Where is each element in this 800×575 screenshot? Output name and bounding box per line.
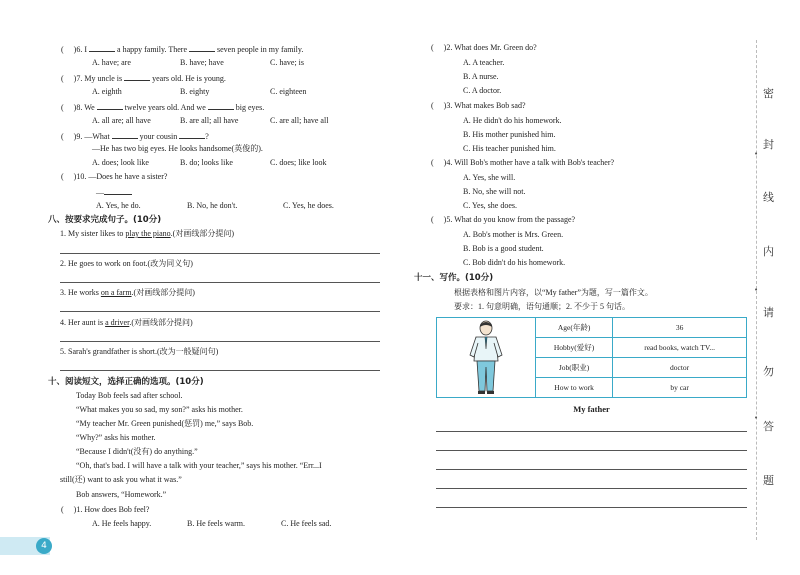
r-q1-option-a: A. He feels happy. bbox=[92, 519, 152, 528]
q10-reply-line: — bbox=[96, 186, 132, 198]
section-10-title: 十、阅读短文，选择正确的选项。(10分) bbox=[48, 377, 204, 387]
r-q4-option-a: A. Yes, she will. bbox=[463, 173, 516, 182]
r-q3-option-a: A. He didn't do his homework. bbox=[463, 116, 562, 125]
passage-line: “Because I didn't(没有) do anything.” bbox=[76, 447, 198, 456]
father-illustration bbox=[437, 318, 536, 398]
s8-item-4: 4. Her aunt is a driver.(对画线部分提问) bbox=[60, 318, 193, 327]
q7: ( )7. My uncle is years old. He is young. bbox=[61, 74, 226, 83]
margin-dot: • bbox=[754, 414, 759, 422]
r-q5-option-c: C. Bob didn't do his homework. bbox=[463, 258, 566, 267]
margin-dot: • bbox=[754, 150, 759, 158]
r-q4-option-c: C. Yes, she does. bbox=[463, 201, 518, 210]
r-q5-option-a: A. Bob's mother is Mrs. Green. bbox=[463, 230, 564, 239]
passage-line: Today Bob feels sad after school. bbox=[76, 391, 183, 400]
section-11-title: 十一、写作。(10分) bbox=[414, 273, 494, 283]
r-q3-option-c: C. His teacher punished him. bbox=[463, 144, 556, 153]
q7-option-a: A. eighth bbox=[92, 87, 122, 96]
q6: ( )6. I a happy family. There seven people in my family. bbox=[61, 45, 304, 54]
passage-line: “Oh, that's bad. I will have a talk with your teacher,” says his mother. “Err...I bbox=[76, 461, 322, 470]
passage-line: still(还) want to ask you what it was.” bbox=[60, 475, 182, 484]
q9: ( )9. —What your cousin ? bbox=[61, 132, 209, 141]
answer-line[interactable] bbox=[60, 370, 380, 371]
q9-option-c: C. does; like look bbox=[270, 158, 327, 167]
q6-option-c: C. have; is bbox=[270, 58, 304, 67]
r-q2-option-c: C. A doctor. bbox=[463, 86, 502, 95]
s8-item-5: 5. Sarah's grandfather is short.(改为一般疑问句) bbox=[60, 347, 219, 356]
q10-option-b: B. No, he don't. bbox=[187, 201, 238, 210]
table-value: doctor bbox=[613, 358, 747, 378]
table-label: Job(职业) bbox=[536, 358, 613, 378]
table-label: Hobby(爱好) bbox=[536, 338, 613, 358]
margin-char: 密 bbox=[763, 87, 774, 100]
q7-option-c: C. eighteen bbox=[270, 87, 307, 96]
table-value: read books, watch TV... bbox=[613, 338, 747, 358]
writing-requirements: 要求：1. 句意明确，语句通顺；2. 不少于 5 句话。 bbox=[454, 302, 630, 311]
info-table bbox=[436, 317, 747, 398]
essay-line[interactable] bbox=[436, 488, 747, 489]
passage-line: “My teacher Mr. Green punished(惩罚) me,” says Bob. bbox=[76, 419, 254, 428]
essay-line[interactable] bbox=[436, 450, 747, 451]
s8-item-3: 3. He works on a farm.(对画线部分提问) bbox=[60, 288, 195, 297]
margin-char: 线 bbox=[763, 191, 774, 204]
essay-line[interactable] bbox=[436, 431, 747, 432]
answer-line[interactable] bbox=[60, 253, 380, 254]
man-figure-icon bbox=[466, 319, 506, 395]
r-q1-option-b: B. He feels warm. bbox=[187, 519, 245, 528]
q9-option-a: A. does; look like bbox=[92, 158, 149, 167]
margin-char: 请 bbox=[763, 306, 774, 319]
r-q4: ( )4. Will Bob's mother have a talk with Bob's teacher? bbox=[431, 158, 615, 167]
passage-line: “What makes you so sad, my son?” asks his mother. bbox=[76, 405, 243, 414]
q9-answer-line: —He has two big eyes. He looks handsome(英俊的). bbox=[92, 144, 263, 153]
q6-option-a: A. have; are bbox=[92, 58, 131, 67]
answer-line[interactable] bbox=[60, 282, 380, 283]
answer-line[interactable] bbox=[60, 341, 380, 342]
margin-char: 封 bbox=[763, 138, 774, 151]
r-q2-option-a: A. A teacher. bbox=[463, 58, 505, 67]
q8: ( )8. We twelve years old. And we big eyes. bbox=[61, 103, 265, 112]
q9-option-b: B. do; looks like bbox=[180, 158, 233, 167]
q7-option-b: B. eighty bbox=[180, 87, 210, 96]
q10: ( )10. —Does he have a sister? bbox=[61, 172, 168, 181]
passage-line: Bob answers, “Homework.” bbox=[76, 490, 167, 499]
margin-char: 勿 bbox=[763, 365, 774, 378]
margin-char: 题 bbox=[763, 474, 774, 487]
q10-option-c: C. Yes, he does. bbox=[283, 201, 334, 210]
r-q2-option-b: B. A nurse. bbox=[463, 72, 499, 81]
s8-item-1: 1. My sister likes to play the piano.(对画线部分提问) bbox=[60, 229, 234, 238]
margin-char: 内 bbox=[763, 245, 774, 258]
essay-line[interactable] bbox=[436, 507, 747, 508]
r-q1: ( )1. How does Bob feel? bbox=[61, 505, 150, 514]
writing-instruction: 根据表格和图片内容，以“My father”为题，写一篇作文。 bbox=[454, 288, 653, 297]
section-8-title: 八、按要求完成句子。(10分) bbox=[48, 215, 162, 225]
q8-option-a: A. all are; all have bbox=[92, 116, 151, 125]
q8-option-b: B. are all; all have bbox=[180, 116, 239, 125]
r-q3: ( )3. What makes Bob sad? bbox=[431, 101, 526, 110]
r-q5-option-b: B. Bob is a good student. bbox=[463, 244, 544, 253]
passage-line: “Why?” asks his mother. bbox=[76, 433, 156, 442]
margin-char: 答 bbox=[763, 420, 774, 433]
margin-dot: • bbox=[754, 286, 759, 294]
s8-item-2: 2. He goes to work on foot.(改为同义句) bbox=[60, 259, 193, 268]
page-number: 4 bbox=[36, 538, 52, 554]
essay-line[interactable] bbox=[436, 469, 747, 470]
q10-option-a: A. Yes, he do. bbox=[96, 201, 141, 210]
table-value: by car bbox=[613, 378, 747, 398]
r-q1-option-c: C. He feels sad. bbox=[281, 519, 332, 528]
q6-option-b: B. have; have bbox=[180, 58, 224, 67]
essay-title: My father bbox=[573, 404, 610, 414]
r-q2: ( )2. What does Mr. Green do? bbox=[431, 43, 537, 52]
q8-option-c: C. are all; have all bbox=[270, 116, 329, 125]
table-label: How to work bbox=[536, 378, 613, 398]
r-q3-option-b: B. His mother punished him. bbox=[463, 130, 556, 139]
r-q5: ( )5. What do you know from the passage? bbox=[431, 215, 576, 224]
table-value: 36 bbox=[613, 318, 747, 338]
answer-line[interactable] bbox=[60, 311, 380, 312]
table-label: Age(年龄) bbox=[536, 318, 613, 338]
r-q4-option-b: B. No, she will not. bbox=[463, 187, 526, 196]
